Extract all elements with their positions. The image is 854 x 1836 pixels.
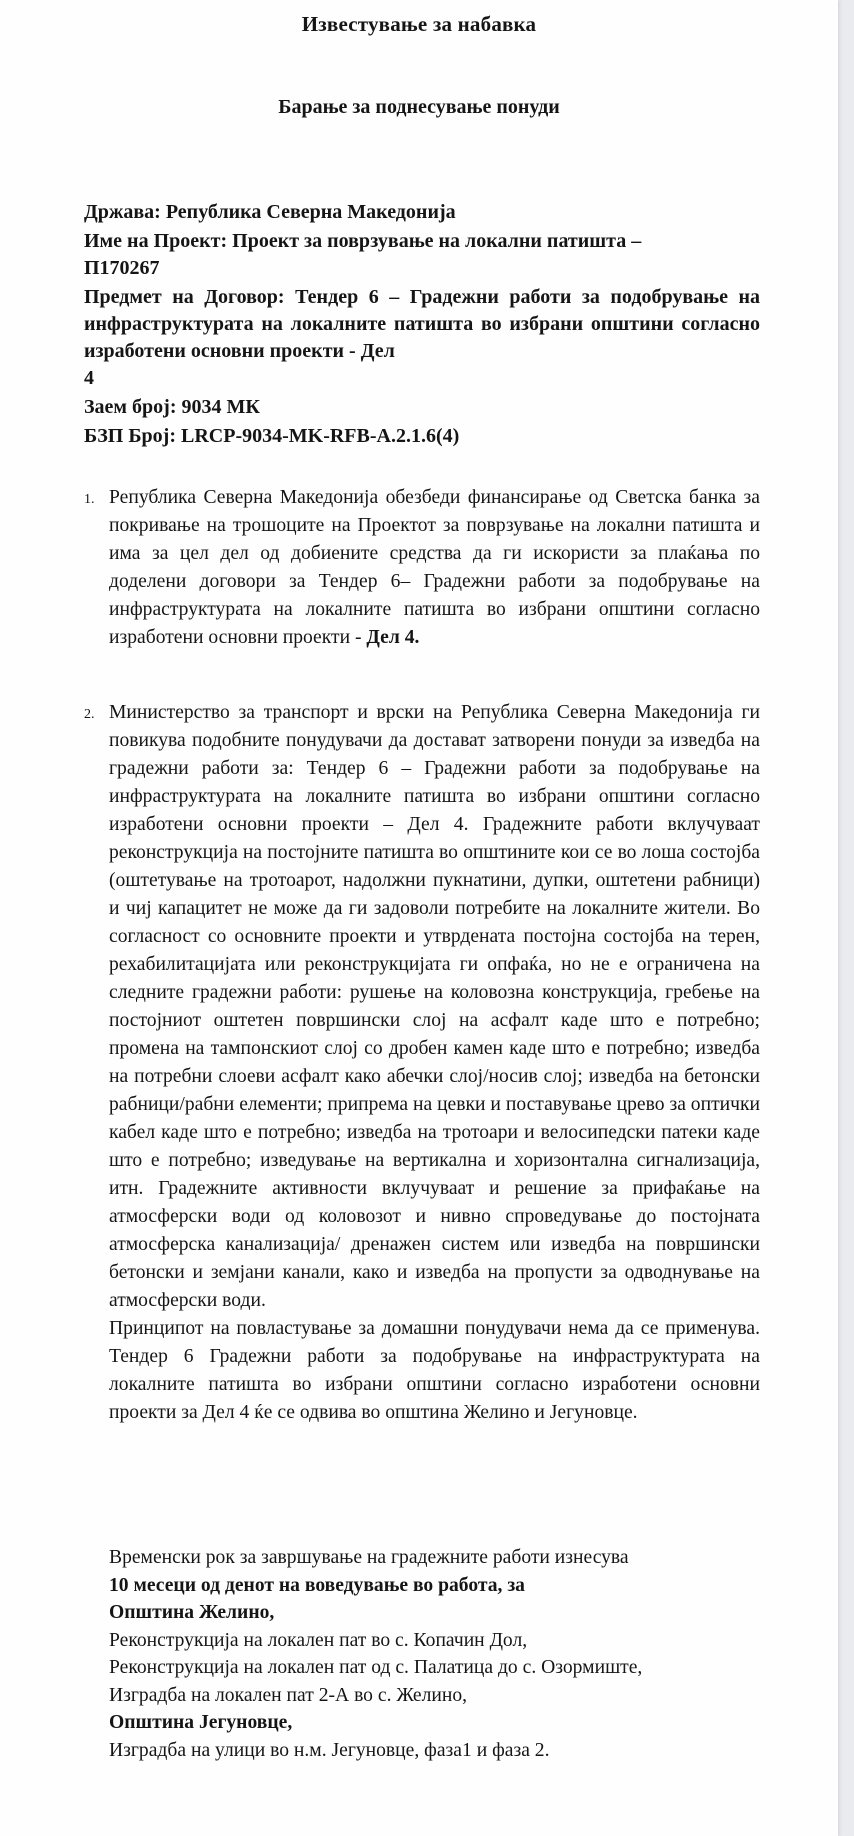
procurement-info <box>84 199 760 452</box>
municipality-jegunovce: Општина Јегуновце, <box>109 1712 293 1733</box>
timeline-duration: 10 месеци од денот на воведување во работа, за <box>109 1574 525 1596</box>
work-line-1: Реконструкција на локален пат во с. Копачин Дол, <box>109 1629 528 1651</box>
timeline-intro: Временски рок за завршување на градежните работи изнесува <box>109 1547 629 1568</box>
country-line: Држава: Република Северна Македонија <box>84 201 456 223</box>
item-2-paragraph-1: Министерство за транспорт и врски на Република Северна Македонија ги повикува подобните понудувачи да достават затворени понуди за изведба на градежни работи за: Тендер 6 – Градежни работи за подобрување на инфраструктурата на локалните патишта во избрани општини согласно изработени основни проекти – Дел 4. Градежните работи вклучуваат реконструкција на постојните патишта во општините кои се во лоша состојба (оштетување на тротоарот, надолжни пукнатини, дупки, оштетени рабници) и чиј капацитет не може да ги задоволи потребите на локалните жители. Во согласност со основните проекти и утврдената постојна состојба на терен, рехабилитацијата или реконструкцијата ги опфаќа, но не е ограничена на следните градежни работи: рушење на коловозна конструкција, гребење на постојниот оштетен површински слој на асфалт каде што е потребно; промена на тампонскиот слој со дробен камен каде што е потребно; изведба на потребни слоеви асфалт како абечки слој/носив слој; изведба на бетонски рабници/рабни елементи; припрема на цевки и поставување црево за оптички кабел каде што е потребно; изведба на тротоари и велосипедски патеки каде што е потребно; изведување на вертикална и хоризонтална сигнализација, итн. Градежните активности вклучуваат и решение за прифаќање на атмосферски води од коловозот и нивно спроведување до постојната атмосферска канализација/ дренажен систем или изведба на површински бетонски и земјани канали, како и изведба на пропусти за одводнување на атмосферски води. <box>109 702 760 1311</box>
document-subtitle: Барање за поднесување понуди <box>278 96 560 118</box>
list-item-1 <box>84 484 760 652</box>
contract-subject-line <box>84 284 760 392</box>
item-1-text <box>109 484 760 652</box>
item-2-paragraph-2: Принципот на повластување за домашни понудувачи нема да се применува. Тендер 6 Градежни работи за подобрување на инфраструктурата на локалните патишта во избрани општини согласно изработени основни проекти за Дел 4 ќе се одвива во општина Желино и Јегуновце. <box>109 1318 760 1423</box>
project-code: П170267 <box>84 257 160 279</box>
project-name: Име на Проект: Проект за поврзување на локални патишта – <box>84 230 642 252</box>
item-number: 2. <box>84 707 95 722</box>
municipality-zhelino: Општина Желино, <box>109 1602 275 1623</box>
item-1-bold: Дел 4. <box>366 627 420 648</box>
contract-subject-part: 4 <box>84 367 94 389</box>
timeline-section <box>109 1544 760 1764</box>
contract-subject: Предмет на Договор: Тендер 6 – Градежни работи за подобрување на инфраструктурата на локалните патишта во избрани општини согласно изработени основни проекти - Дел <box>84 286 760 362</box>
loan-number: Заем број: 9034 МК <box>84 396 260 418</box>
document-title: Известување за набавка <box>301 12 537 36</box>
list-item-2 <box>84 699 760 1427</box>
item-1-body: Република Северна Македонија обезбеди финансирање од Светска банка за покривање на трошоците на Проектот за поврзување на локални патишта и има за цел дел од добиените средства да ги искористи за плаќања по доделени договори за Тендер 6– Градежни работи за подобрување на инфраструктурата на локалните патишта во избрани општини согласно изработени основни проекти - <box>109 487 760 648</box>
work-line-4: Изградба на улици во н.м. Јегуновце, фаза1 и фаза 2. <box>109 1739 550 1761</box>
work-line-3: Изградба на локален пат 2-А во с. Желино, <box>109 1684 468 1706</box>
work-line-2: Реконструкција на локален пат од с. Палатица до с. Озормиште, <box>109 1657 643 1678</box>
bzp-number: БЗП Број: LRCP-9034-MK-RFB-A.2.1.6(4) <box>84 425 460 447</box>
item-number: 1. <box>84 492 95 507</box>
project-line <box>84 228 760 282</box>
